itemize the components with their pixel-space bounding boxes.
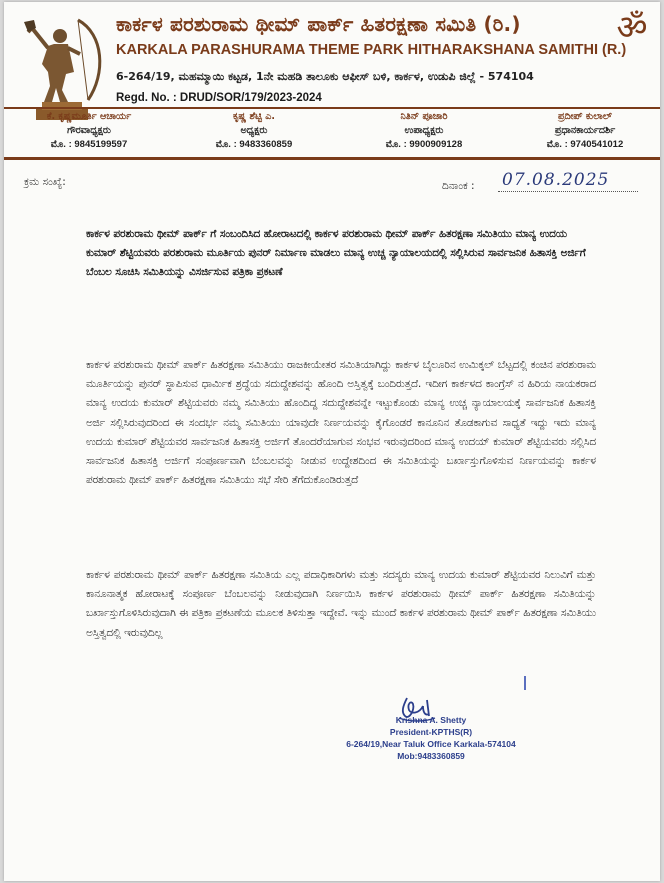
parashurama-logo-icon [18, 14, 110, 122]
officer-role: ಅಧ್ಯಕ್ಷರು [240, 125, 268, 136]
letterhead-title-kannada: ಕಾರ್ಕಳ ಪರಶುರಾಮ ಥೀಮ್ ಪಾರ್ಕ್ ಹಿತರಕ್ಷಣಾ ಸಮಿತಿ (ರಿ.) [116, 12, 521, 36]
officer-name: ಕೆ. ಕೃಷ್ಣಮೂರ್ತಿ ಆಚಾರ್ಯ [46, 111, 132, 122]
registration-number: Regd. No. : DRUD/SOR/179/2023-2024 [116, 92, 322, 104]
body-paragraph: ಕಾರ್ಕಳ ಪರಶುರಾಮ ಥೀಮ್ ಪಾರ್ಕ್ ಹಿತರಕ್ಷಣಾ ಸಮಿತಿಯ ಎಲ್ಲ ಪದಾಧಿಕಾರಿಗಳು ಮತ್ತು ಸದಸ್ಯರು ಮಾನ್ಯ ಉದಯ ಕುಮಾರ್ ಶೆಟ್ಟಿಯವರ ನಿಲುವಿಗೆ ಮತ್ತು ಕಾನೂನಾತ್ಮಕ ಹೋರಾಟಕ್ಕೆ ಸಂಪೂರ್ಣ ಬೆಂಬಲವನ್ನು ನೀಡುವುದಾಗಿ ನಿರ್ಣಯಿಸಿ ಕಾರ್ಕಳ ಪರಶುರಾಮ ಥೀಮ್ ಪಾರ್ಕ್ ಹಿತರಕ್ಷಣಾ ಸಮಿತಿಯನ್ನು ಬರ್ಖಾಸ್ತುಗೊಳಿಸಿರುವುದಾಗಿ ಈ ಪತ್ರಿಕಾ ಪ್ರಕಟಣೆಯ ಮೂಲಕ ತಿಳಿಸುತ್ತಾ ಇದ್ದೇವೆ. ಇನ್ನು ಮುಂದೆ ಕಾರ್ಕಳ ಪರಶುರಾಮ ಥೀಮ್ ಪಾರ್ಕ್ ಹಿತರಕ್ಷಣಾ ಸಮಿತಿಯು ಅಸ್ತಿತ್ವದಲ್ಲಿ ಇರುವುದಿಲ್ಲ [86, 569, 596, 639]
serial-number-label: ಕ್ರಮ ಸಂಖ್ಯೆ: [24, 176, 66, 188]
officer-general-secretary [520, 110, 650, 156]
letterhead-title-english: KARKALA PARASHURAMA THEME PARK HITHARAKSHANA SAMITHI (R.) [116, 42, 627, 58]
stamp-title: President-KPTHS(R) [389, 727, 473, 737]
body-paragraph: ಕಾರ್ಕಳ ಪರಶುರಾಮ ಥೀಮ್ ಪಾರ್ಕ್ ಹಿತರಕ್ಷಣಾ ಸಮಿತಿಯು ರಾಜಕೀಯೇತರ ಸಮಿತಿಯಾಗಿದ್ದು ಕಾರ್ಕಳ ಬೈಲೂರಿನ ಉಮಿಕ್ಕಲ್ ಬೆಟ್ಟದಲ್ಲಿ ಕಂಚಿನ ಪರಶುರಾಮ ಮೂರ್ತಿಯನ್ನು ಪುನರ್ ಸ್ಥಾಪಿಸುವ ಧಾರ್ಮಿಕ ಶ್ರದ್ಧೆಯ ಸದುದ್ದೇಶವನ್ನು ಹೊಂದಿ ಅಸ್ತಿತ್ವಕ್ಕೆ ಬಂದಿರುತ್ತದೆ. ಇದೀಗ ಕಾರ್ಕಳದ ಕಾಂಗ್ರೆಸ್ ನ ಹಿರಿಯ ನಾಯಕರಾದ ಮಾನ್ಯ ಉದಯ ಕುಮಾರ್ ಶೆಟ್ಟಿಯವರು ನಮ್ಮ ಸಮಿತಿಯು ಹೊಂದಿದ್ದ ಸದುದ್ದೇಶವನ್ನೇ ಇಟ್ಟುಕೊಂಡು ಮಾನ್ಯ ಉಚ್ಚ ನ್ಯಾಯಾಲಯಕ್ಕೆ ಸಾರ್ವಜನಿಕ ಹಿತಾಸಕ್ತಿ ಅರ್ಜಿ ಸಲ್ಲಿಸಿರುವುದರಿಂದ ಈ ಸಂದರ್ಭ ನಮ್ಮ ಸಮಿತಿಯು ಯಾವುದೇ ನಿರ್ಣಯವನ್ನು ಕೈಗೊಂಡರೆ ಕಾನೂನಿನ ತೊಡಕಾಗುವ ಸಾಧ್ಯತೆ ಇದ್ದು ಇದು ಮಾನ್ಯ ಉದಯ ಕುಮಾರ್ ಶೆಟ್ಟಿಯವರ ಸಾರ್ವಜನಿಕ ಹಿತಾಸಕ್ತಿ ಅರ್ಜಿಗೆ ತೊಂದರೆಯಾಗುವ ಸಂಭವ ಇರುವುದರಿಂದ ಮಾನ್ಯ ಉದಯ್ ಕುಮಾರ್ ಶೆಟ್ಟಿಯವರು ಸಲ್ಲಿಸಿದ ಸಾರ್ವಜನಿಕ ಹಿತಾಸಕ್ತಿ ಅರ್ಜಿಗೆ ಸಂಪೂರ್ಣವಾಗಿ ಬೆಂಬಲವನ್ನು ನೀಡುವ ಉದ್ದೇಶದಿಂದ ಈ ಸಮಿತಿಯನ್ನು ಬರ್ಖಾಸ್ತುಗೊಳಿಸುವ ನಿರ್ಣಯವನ್ನು ಕಾರ್ಕಳ ಪರಶುರಾಮ ಥೀಮ್ ಪಾರ್ಕ್ ಹಿತರಕ್ಷಣಾ ಸಮಿತಿಯು ಸಭೆ ಸೇರಿ ತೆಗೆದುಕೊಂಡಿರುತ್ತದೆ [86, 359, 596, 487]
om-symbol: ॐ [616, 8, 648, 48]
officer-vice-president [364, 110, 484, 156]
ink-mark [524, 676, 526, 690]
date-dotted-line [498, 191, 638, 192]
officer-president [194, 110, 314, 156]
date-label: ದಿನಾಂಕ : [442, 180, 475, 192]
header-divider [4, 107, 660, 109]
stamp-mobile: Mob:9483360859 [397, 751, 465, 761]
officer-role: ಗೌರವಾಧ್ಯಕ್ಷರು [67, 125, 111, 136]
officer-mobile: ಮೊ. : 9740541012 [546, 139, 624, 150]
official-stamp [336, 714, 526, 762]
officer-name: ನಿತಿನ್ ಪೂಜಾರಿ [400, 111, 448, 122]
officers-row [4, 110, 660, 156]
officer-honorary-president [24, 110, 154, 156]
subject-heading: ಕಾರ್ಕಳ ಪರಶುರಾಮ ಥೀಮ್ ಪಾರ್ಕ್ ಗೆ ಸಂಬಂದಿಸಿದ ಹೋರಾಟದಲ್ಲಿ ಕಾರ್ಕಳ ಪರಶುರಾಮ ಥೀಮ್ ಪಾರ್ಕ್ ಹಿತರಕ್ಷಣಾ ಸಮಿತಿಯು ಮಾನ್ಯ ಉದಯ ಕುಮಾರ್ ಶೆಟ್ಟಿಯವರು ಪರಶುರಾಮ ಮೂರ್ತಿಯ ಪುನರ್ ನಿರ್ಮಾಣ ಮಾಡಲು ಮಾನ್ಯ ಉಚ್ಚ ನ್ಯಾಯಾಲಯದಲ್ಲಿ ಸಲ್ಲಿಸಿರುವ ಸಾರ್ವಜನಿಕ ಹಿತಾಸಕ್ತಿ ಅರ್ಜಿಗೆ ಬೆಂಬಲ ಸೂಚಿಸಿ ಸಮಿತಿಯನ್ನು ವಿಸರ್ಜಿಸುವ ಪತ್ರಿಕಾ ಪ್ರಕಟಣೆ [86, 228, 586, 278]
date-value-handwritten: 07.08.2025 [502, 170, 610, 190]
officer-mobile: ಮೊ. : 9845199597 [50, 139, 128, 150]
officer-role: ಉಪಾಧ್ಯಕ್ಷರು [404, 125, 444, 136]
officer-name: ಪ್ರದೀಪ್ ಕುಲಾಲ್ [558, 111, 612, 122]
stamp-address: 6-264/19,Near Taluk Office Karkala-574104 [346, 739, 516, 749]
stamp-name: Krishna A. Shetty [395, 715, 467, 725]
officer-name: ಕೃಷ್ಣ ಶೆಟ್ಟಿ ಎ. [233, 111, 275, 122]
officer-role: ಪ್ರಧಾನಕಾರ್ಯದರ್ಶಿ [554, 125, 616, 136]
officer-mobile: ಮೊ. : 9900909128 [385, 139, 463, 150]
officers-divider [4, 157, 660, 160]
officer-mobile: ಮೊ. : 9483360859 [215, 139, 293, 150]
letterhead-address: 6-264/19, ಮಹಮ್ಮಾಯಿ ಕಟ್ಟಡ, 1ನೇ ಮಹಡಿ ತಾಲೂಕು ಆಫೀಸ್ ಬಳಿ, ಕಾರ್ಕಳ, ಉಡುಪಿ ಜಿಲ್ಲೆ - 574104 [116, 70, 534, 83]
letter-page [4, 2, 660, 881]
